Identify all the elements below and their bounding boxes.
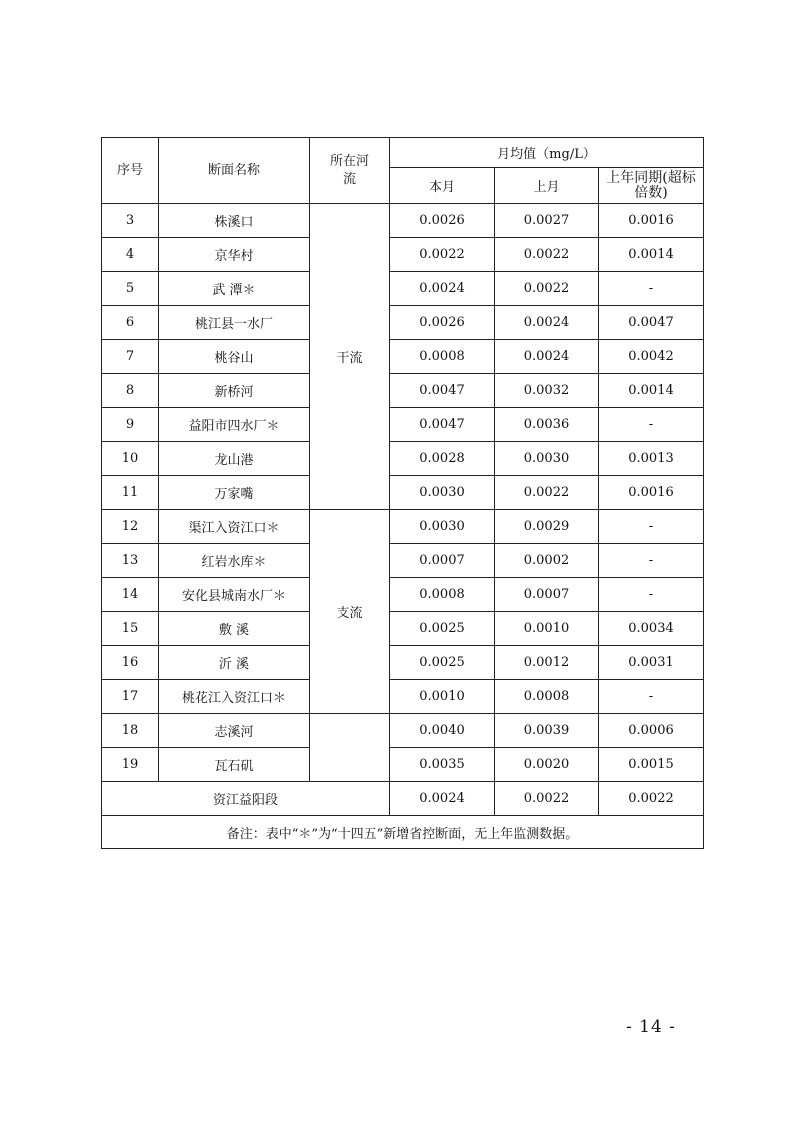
row-this-month: 0.0035: [390, 748, 495, 782]
row-seq: 10: [102, 442, 159, 476]
row-this-month: 0.0022: [390, 238, 495, 272]
row-name: 武 潭＊: [159, 272, 310, 306]
monitoring-table: [101, 137, 704, 849]
table-row: [102, 476, 704, 510]
row-last-month: 0.0007: [495, 578, 599, 612]
row-last-month: 0.0029: [495, 510, 599, 544]
row-name: 桃谷山: [159, 340, 310, 374]
row-name: 新桥河: [159, 374, 310, 408]
row-last-month: 0.0024: [495, 340, 599, 374]
row-last-year: 0.0016: [599, 476, 704, 510]
row-last-year: -: [599, 272, 704, 306]
row-last-month: 0.0032: [495, 374, 599, 408]
row-last-month: 0.0036: [495, 408, 599, 442]
row-seq: 6: [102, 306, 159, 340]
table-row: [102, 408, 704, 442]
row-name: 渠江入资江口＊: [159, 510, 310, 544]
row-last-month: 0.0008: [495, 680, 599, 714]
row-last-year: 0.0047: [599, 306, 704, 340]
row-last-year: 0.0034: [599, 612, 704, 646]
row-last-month: 0.0022: [495, 238, 599, 272]
row-seq: 3: [102, 204, 159, 238]
table-row: [102, 578, 704, 612]
row-name: 瓦石矶: [159, 748, 310, 782]
header-name: 断面名称: [159, 138, 310, 204]
row-this-month: 0.0026: [390, 204, 495, 238]
row-last-month: 0.0002: [495, 544, 599, 578]
river-group-empty: [310, 714, 390, 782]
summary-this-month: 0.0024: [390, 782, 495, 816]
table-row: [102, 544, 704, 578]
row-name: 沂 溪: [159, 646, 310, 680]
row-name: 桃花江入资江口＊: [159, 680, 310, 714]
summary-label: 资江益阳段: [102, 782, 390, 816]
header-last-year: 上年同期(超标倍数): [599, 168, 704, 204]
header-monthly-average: 月均值（mg/L）: [390, 138, 704, 168]
row-this-month: 0.0047: [390, 408, 495, 442]
row-last-month: 0.0022: [495, 476, 599, 510]
row-this-month: 0.0007: [390, 544, 495, 578]
table-row: [102, 714, 704, 748]
row-name: 京华村: [159, 238, 310, 272]
row-seq: 4: [102, 238, 159, 272]
row-last-month: 0.0010: [495, 612, 599, 646]
row-last-year: 0.0013: [599, 442, 704, 476]
row-last-month: 0.0022: [495, 272, 599, 306]
header-last-month: 上月: [495, 168, 599, 204]
header-seq: 序号: [102, 138, 159, 204]
row-last-year: -: [599, 408, 704, 442]
row-seq: 7: [102, 340, 159, 374]
row-seq: 15: [102, 612, 159, 646]
row-this-month: 0.0040: [390, 714, 495, 748]
row-seq: 19: [102, 748, 159, 782]
row-this-month: 0.0008: [390, 340, 495, 374]
row-name: 志溪河: [159, 714, 310, 748]
table-note: 备注：表中“＊”为“十四五”新增省控断面，无上年监测数据。: [102, 816, 704, 849]
summary-last-month: 0.0022: [495, 782, 599, 816]
row-last-year: 0.0014: [599, 374, 704, 408]
row-last-year: -: [599, 510, 704, 544]
summary-last-year: 0.0022: [599, 782, 704, 816]
row-name: 红岩水库＊: [159, 544, 310, 578]
table-row: [102, 442, 704, 476]
row-last-year: -: [599, 680, 704, 714]
row-last-year: 0.0016: [599, 204, 704, 238]
row-seq: 18: [102, 714, 159, 748]
row-last-month: 0.0027: [495, 204, 599, 238]
table-row: [102, 272, 704, 306]
table-row: [102, 612, 704, 646]
row-last-month: 0.0030: [495, 442, 599, 476]
row-last-year: 0.0042: [599, 340, 704, 374]
row-this-month: 0.0028: [390, 442, 495, 476]
row-seq: 12: [102, 510, 159, 544]
table-row: [102, 646, 704, 680]
row-name: 敷 溪: [159, 612, 310, 646]
row-seq: 16: [102, 646, 159, 680]
row-name: 安化县城南水厂＊: [159, 578, 310, 612]
row-seq: 17: [102, 680, 159, 714]
summary-row: [102, 782, 704, 816]
row-seq: 11: [102, 476, 159, 510]
table-row: [102, 340, 704, 374]
row-this-month: 0.0025: [390, 612, 495, 646]
row-seq: 5: [102, 272, 159, 306]
header-this-month: 本月: [390, 168, 495, 204]
row-seq: 14: [102, 578, 159, 612]
table-row: [102, 204, 704, 238]
row-name: 龙山港: [159, 442, 310, 476]
row-last-month: 0.0039: [495, 714, 599, 748]
row-last-year: 0.0031: [599, 646, 704, 680]
row-this-month: 0.0024: [390, 272, 495, 306]
row-seq: 13: [102, 544, 159, 578]
river-group-main: 干流: [310, 204, 390, 510]
row-last-year: 0.0015: [599, 748, 704, 782]
row-name: 益阳市四水厂＊: [159, 408, 310, 442]
row-name: 桃江县一水厂: [159, 306, 310, 340]
row-last-month: 0.0024: [495, 306, 599, 340]
row-seq: 8: [102, 374, 159, 408]
row-name: 万家嘴: [159, 476, 310, 510]
note-row: [102, 816, 704, 849]
row-this-month: 0.0047: [390, 374, 495, 408]
row-this-month: 0.0030: [390, 476, 495, 510]
row-name: 株溪口: [159, 204, 310, 238]
table-row: [102, 748, 704, 782]
row-seq: 9: [102, 408, 159, 442]
table-row: [102, 374, 704, 408]
river-group-tributary: 支流: [310, 510, 390, 714]
row-last-month: 0.0012: [495, 646, 599, 680]
table-row: [102, 238, 704, 272]
table-row: [102, 306, 704, 340]
header-row: [102, 138, 704, 168]
row-this-month: 0.0010: [390, 680, 495, 714]
row-this-month: 0.0008: [390, 578, 495, 612]
row-last-year: -: [599, 544, 704, 578]
row-last-year: 0.0006: [599, 714, 704, 748]
table-row: [102, 510, 704, 544]
row-last-year: 0.0014: [599, 238, 704, 272]
table-row: [102, 680, 704, 714]
row-last-month: 0.0020: [495, 748, 599, 782]
header-river: 所在河流: [310, 138, 390, 204]
row-this-month: 0.0025: [390, 646, 495, 680]
row-this-month: 0.0026: [390, 306, 495, 340]
page-number: - 14 -: [626, 1017, 676, 1037]
row-this-month: 0.0030: [390, 510, 495, 544]
row-last-year: -: [599, 578, 704, 612]
